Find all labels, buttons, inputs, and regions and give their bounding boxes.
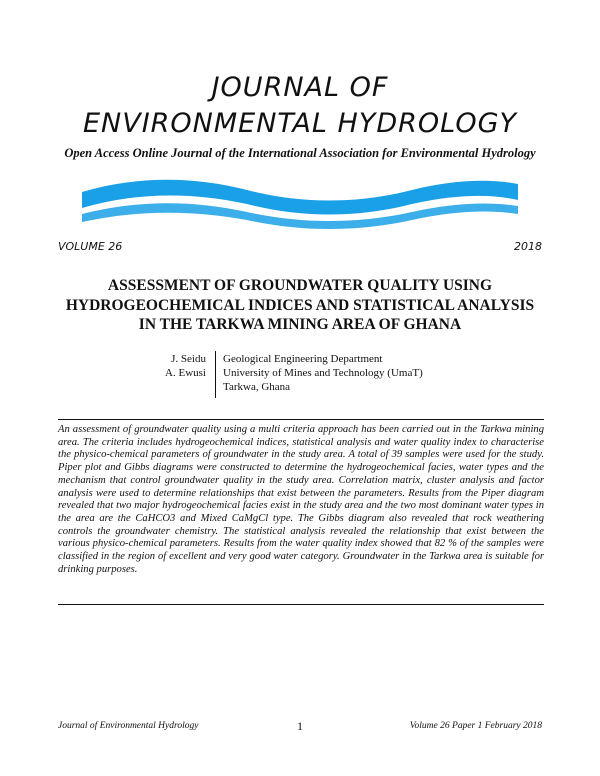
affiliation-line: Tarkwa, Ghana: [223, 381, 291, 393]
affiliation-line: University of Mines and Technology (UmaT): [223, 367, 423, 379]
paper-title-line: IN THE TARKWA MINING AREA OF GHANA: [138, 316, 462, 333]
author-name: J. Seidu: [171, 353, 206, 365]
year-label: 2018: [514, 240, 542, 253]
paper-title-line: HYDROGEOCHEMICAL INDICES AND STATISTICAL ANALYSIS: [65, 296, 535, 314]
journal-subtitle: Open Access Online Journal of the International Association for Environmental Hydrology: [64, 146, 536, 160]
author-divider: [215, 351, 216, 398]
author-name: A. Ewusi: [165, 367, 206, 379]
affiliation: [223, 352, 423, 394]
wave-logo: [82, 170, 518, 232]
paper-title: [40, 276, 560, 335]
abstract-bottom-rule: [58, 604, 544, 605]
volume-label: VOLUME 26: [58, 240, 123, 253]
footer-issue-info: Volume 26 Paper 1 February 2018: [409, 721, 542, 731]
page-number: 1: [297, 719, 303, 733]
abstract-text: An assessment of groundwater quality using a multi criteria approach has been carried out in the Tarkwa mining area. The criteria includes hydrogeochemical indices, statistical analysis and water quality index to characterise the physico-chemical parameters of groundwater in the study area. A total of 39 samples were used for the study. Piper plot and Gibbs diagrams were constructed to determine the hydrogeochemical facies, water types and the mechanism that control groundwater quality in the study area. Correlation matrix, cluster analysis and factor analysis were used to determine relationships that exist between the parameters. Results from the Piper diagram revealed that two major hydrogeochemical facies exist in the study area and the two most dominant water types in the area are the CaHCO3 and Mixed CaMgCl type. The Gibbs diagram also revealed that rock weathering controls the groundwater chemistry. The statistical analysis revealed the relationship that exist between the various physico-chemical parameters. Results from the water quality index showed that 82 % of the samples were classified in the region of excellent and very good water category. Groundwater in the Tarkwa area is suitable for drinking purposes.: [58, 424, 544, 575]
journal-title-line2: ENVIRONMENTAL HYDROLOGY: [82, 108, 518, 139]
footer-journal-name: Journal of Environmental Hydrology: [58, 721, 199, 731]
paper-title-line: ASSESSMENT OF GROUNDWATER QUALITY USING: [107, 277, 493, 294]
journal-title-line1: JOURNAL OF: [211, 72, 389, 103]
abstract-top-rule: [58, 419, 544, 420]
affiliation-line: Geological Engineering Department: [223, 353, 383, 365]
author-list: [60, 352, 236, 380]
